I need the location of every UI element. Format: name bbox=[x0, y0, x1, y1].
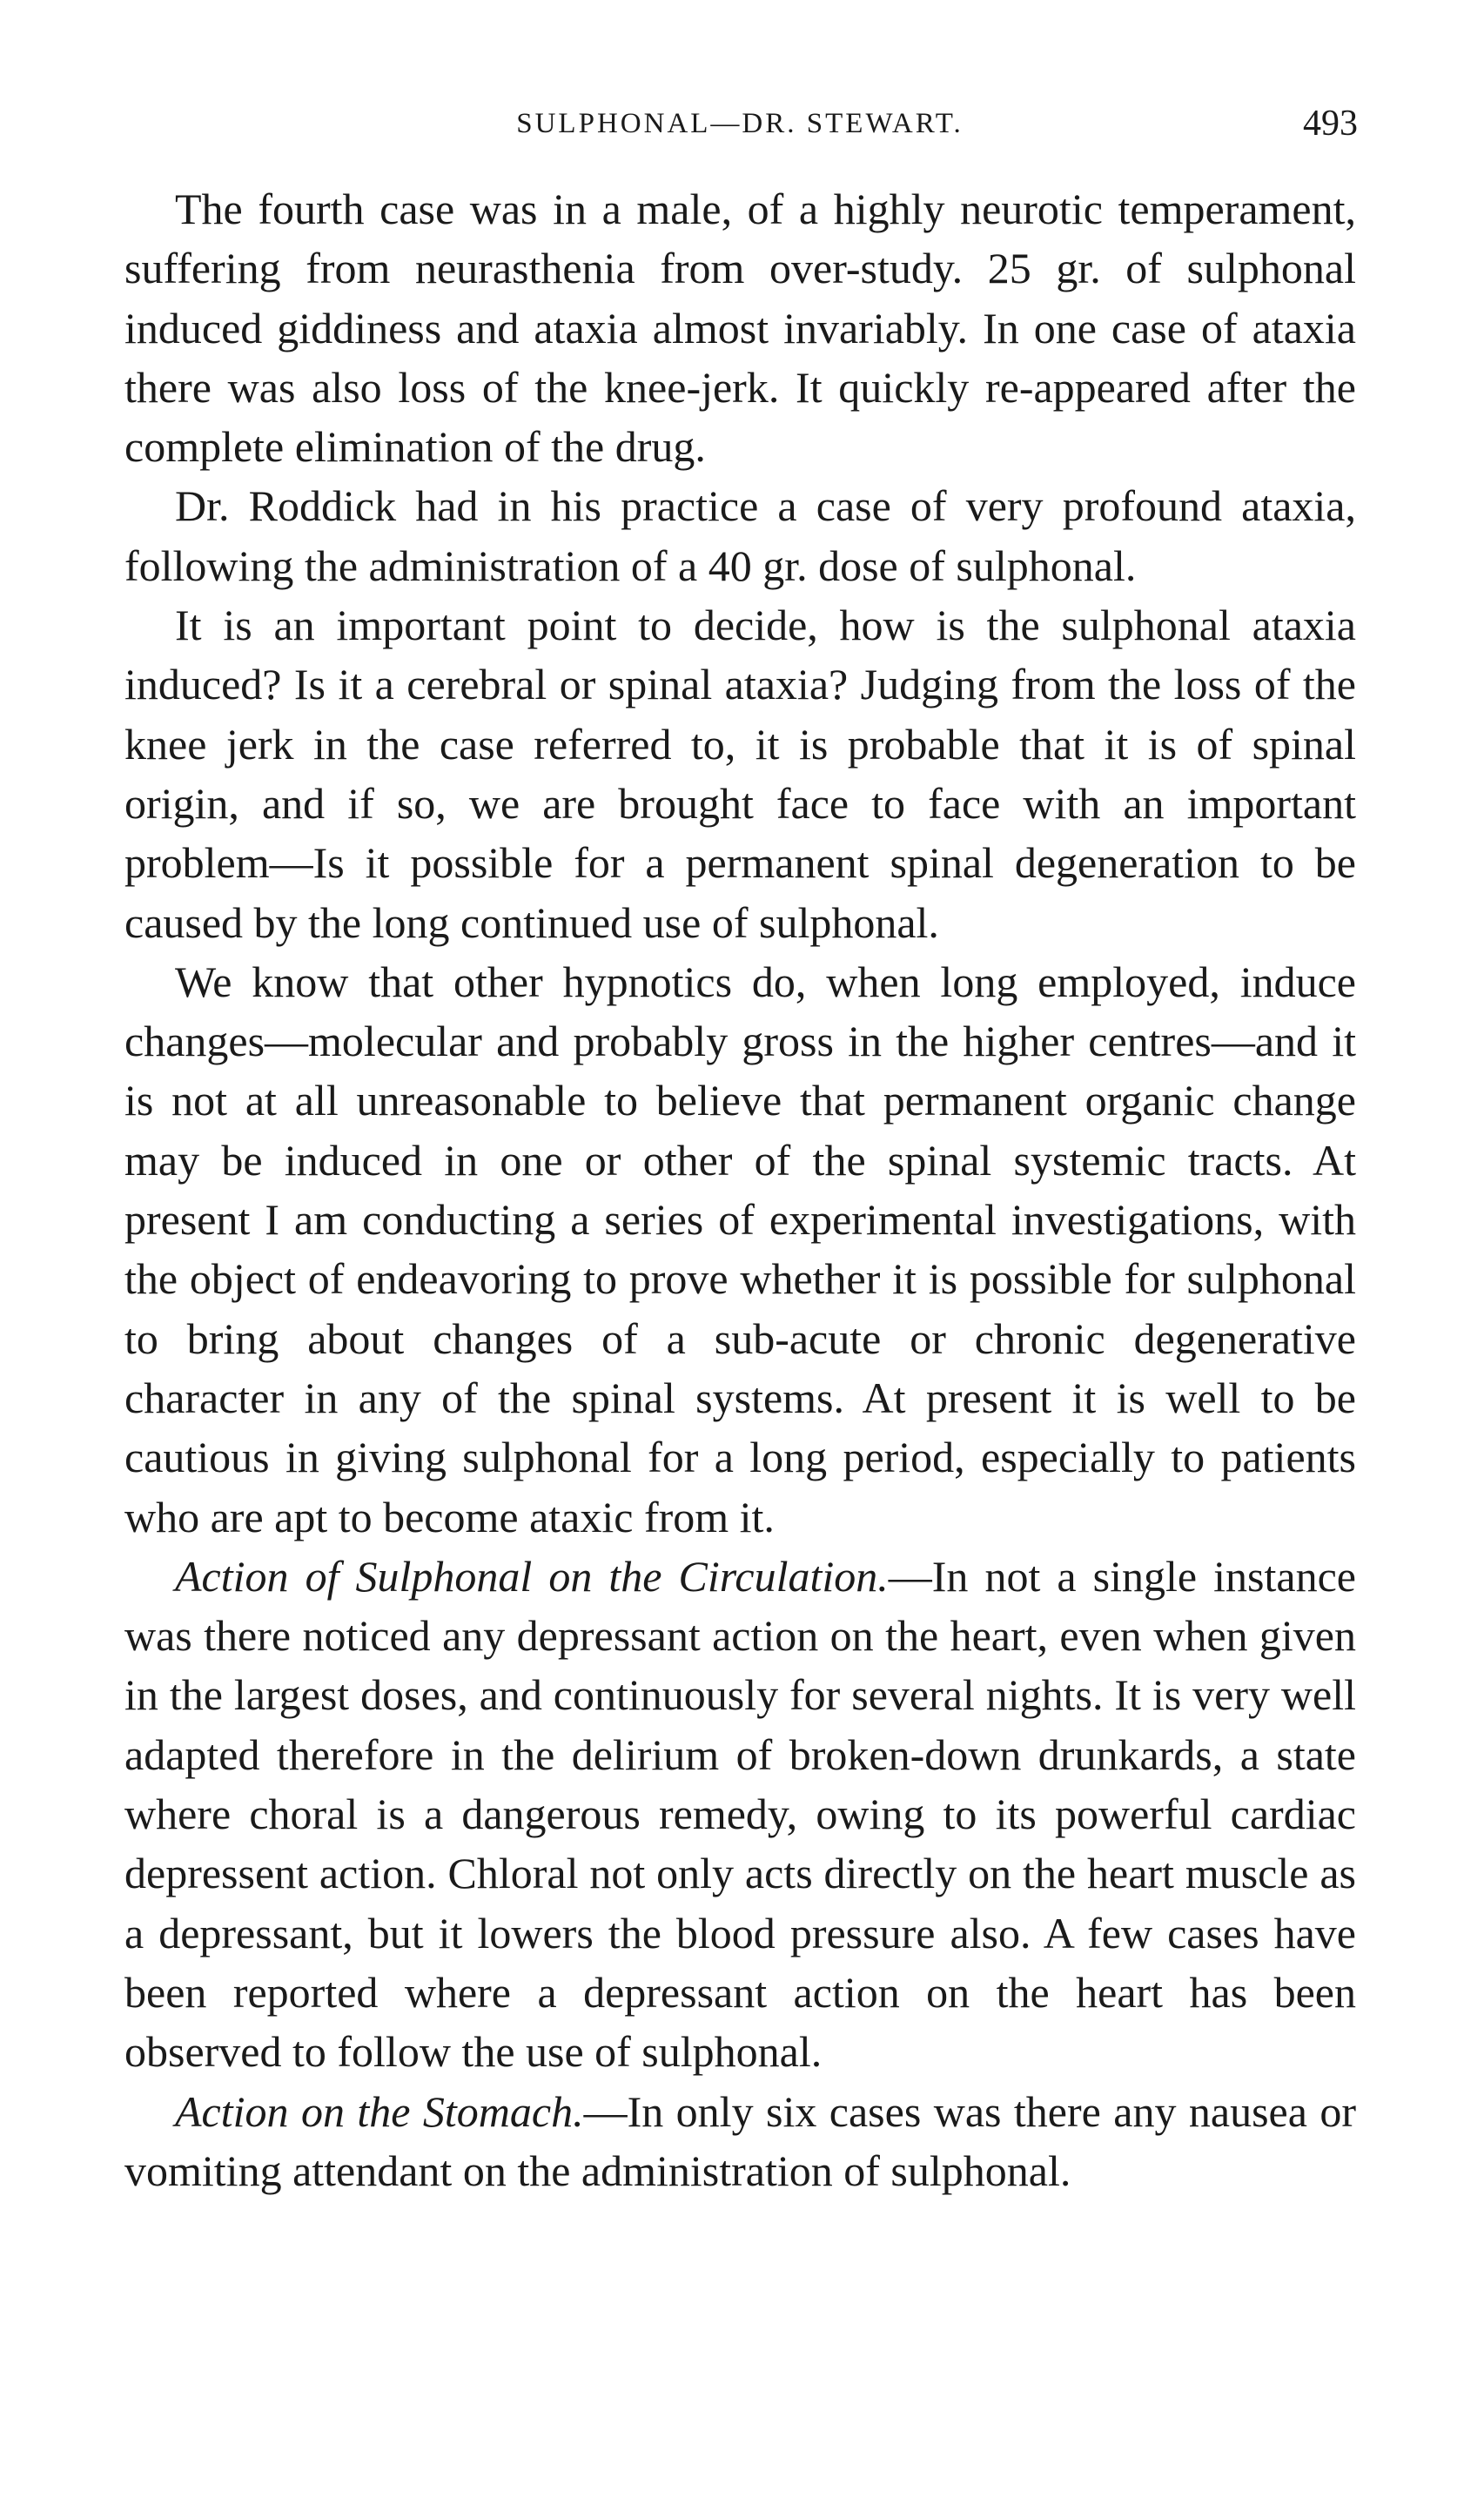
paragraph-fourth-case: The fourth case was in a male, of a highly neurotic temperament, suffering from neurasthenia from over-study. 25 gr. of sulphonal induced giddiness and ataxia almost invariably. In one case of ataxia there was also loss of the knee-jerk. It quickly re-appeared after the complete elimination of the drug. bbox=[124, 185, 1356, 472]
section-heading-circulation: Action of Sulphonal on the Circulation. bbox=[175, 1551, 889, 1601]
body-text bbox=[124, 179, 1356, 2200]
paragraph-roddick: Dr. Roddick had in his practice a case of very profound ataxia, following the administration of a 40 gr. dose of sulphonal. bbox=[124, 481, 1356, 590]
paragraph-circulation bbox=[124, 1547, 1356, 2082]
section-heading-stomach: Action on the Stomach. bbox=[175, 2086, 584, 2136]
page-number: 493 bbox=[1303, 104, 1358, 144]
paragraph-stomach bbox=[124, 2082, 1356, 2201]
paragraph-hypnotics: We know that other hypnotics do, when long employed, induce changes—molecular and probably gross in the higher centres—and it is not at all unreasonable to believe that permanent organic change may be induced in one or other of the spinal systemic tracts. At present I am conducting a series of experimental investigations, with the object of endeavoring to prove whether it is possible for sulphonal to bring about changes of a sub-acute or chronic degenerative character in any of the spinal systems. At present it is well to be cautious in giving sulphonal for a long period, especially to patients who are apt to become ataxic from it. bbox=[124, 957, 1356, 1541]
running-head bbox=[122, 97, 1358, 150]
running-title: SULPHONAL—DR. STEWART. bbox=[516, 108, 964, 139]
paragraph-ataxia-question: It is an important point to decide, how is the sulphonal ataxia induced? Is it a cerebral or spinal ataxia? Judging from the loss of the knee jerk in the case referred to, it is probable that it is of spinal origin, and if so, we are brought face to face with an important problem—Is it possible for a permanent spinal degeneration to be caused by the long continued use of sulphonal. bbox=[124, 601, 1356, 947]
paragraph-circulation-text: —In not a single instance was there noticed any depressant action on the heart, even when given in the largest doses, and continuously for several nights. It is very well adapted therefore in the delirium of broken-down drunkards, a state where choral is a dangerous remedy, owing to its powerful cardiac depressent action. Chloral not only acts directly on the heart muscle as a depressant, but it lowers the blood pressure also. A few cases have been reported where a depressant action on the heart has been observed to follow the use of sulphonal. bbox=[124, 1551, 1356, 2077]
paragraph-stomach-text: —In only six cases was there any nausea or vomiting attendant on the administration of sulphonal. bbox=[124, 2086, 1356, 2195]
